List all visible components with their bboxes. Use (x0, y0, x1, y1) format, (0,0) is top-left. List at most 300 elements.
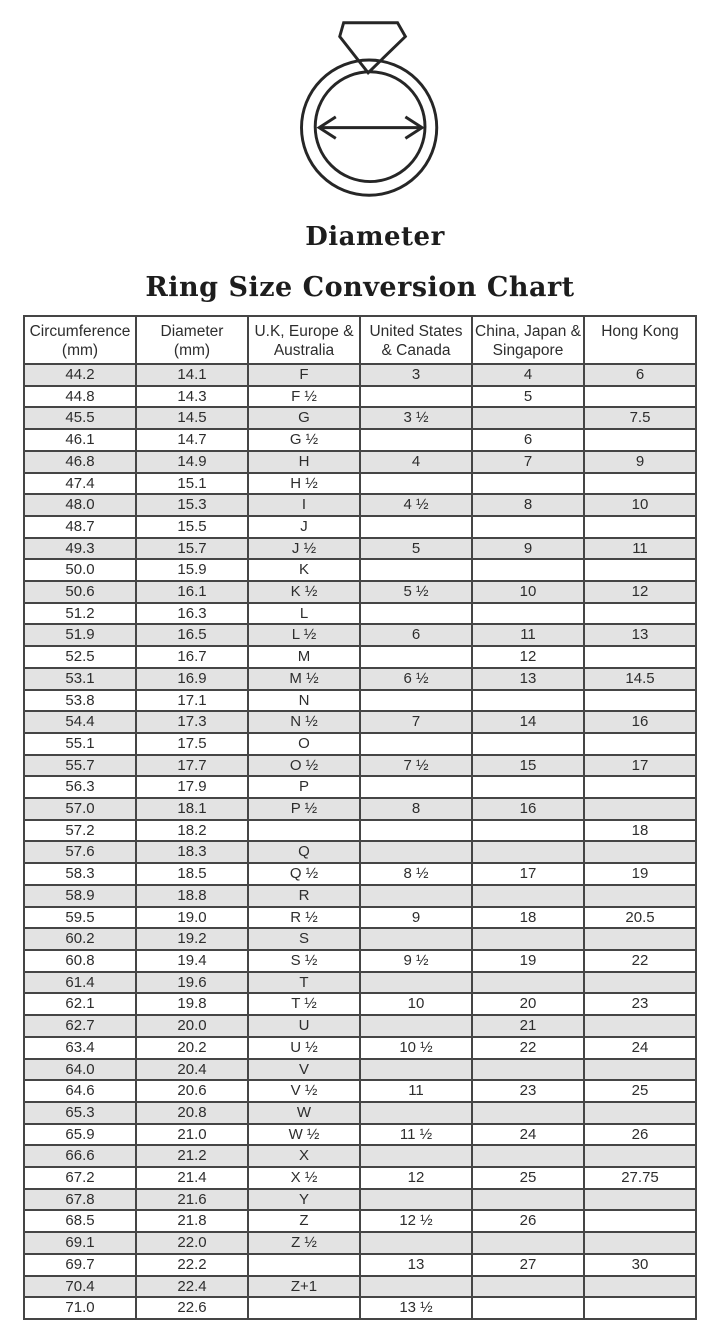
table-cell: 58.3 (24, 863, 136, 885)
table-cell: 13 (360, 1254, 472, 1276)
table-cell (360, 733, 472, 755)
table-cell: U (248, 1015, 360, 1037)
table-cell: M (248, 646, 360, 668)
table-cell: 14.7 (136, 429, 248, 451)
table-cell (472, 603, 584, 625)
column-header-diameter-mm (136, 316, 248, 364)
table-cell: S (248, 928, 360, 950)
table-cell: 15.7 (136, 538, 248, 560)
table-cell: 18.5 (136, 863, 248, 885)
table-cell: 70.4 (24, 1276, 136, 1298)
table-cell (584, 386, 696, 408)
table-cell: 15.5 (136, 516, 248, 538)
table-row (24, 364, 696, 386)
table-cell: 13 ½ (360, 1297, 472, 1319)
table-cell: 15 (472, 755, 584, 777)
table-row (24, 776, 696, 798)
table-row (24, 820, 696, 842)
table-cell (472, 1297, 584, 1319)
table-cell (584, 1145, 696, 1167)
table-cell (584, 972, 696, 994)
table-row (24, 798, 696, 820)
table-cell (472, 559, 584, 581)
table-cell: L (248, 603, 360, 625)
table-cell: P ½ (248, 798, 360, 820)
table-cell (584, 1102, 696, 1124)
table-cell (360, 1145, 472, 1167)
table-cell: 5 ½ (360, 581, 472, 603)
table-cell: 17 (472, 863, 584, 885)
table-cell (472, 776, 584, 798)
table-cell: 22.4 (136, 1276, 248, 1298)
table-cell: 22 (584, 950, 696, 972)
table-row (24, 1232, 696, 1254)
table-cell (248, 1297, 360, 1319)
table-cell (248, 1254, 360, 1276)
table-row (24, 603, 696, 625)
table-cell: O ½ (248, 755, 360, 777)
table-cell: 69.7 (24, 1254, 136, 1276)
table-cell: 18 (472, 907, 584, 929)
table-cell: 21.4 (136, 1167, 248, 1189)
table-cell: 11 ½ (360, 1124, 472, 1146)
table-row (24, 581, 696, 603)
table-cell (472, 820, 584, 842)
table-row (24, 473, 696, 495)
table-cell: M ½ (248, 668, 360, 690)
table-cell: 17 (584, 755, 696, 777)
header-line: & Canada (381, 342, 451, 359)
table-cell: Z+1 (248, 1276, 360, 1298)
table-cell: 51.2 (24, 603, 136, 625)
table-cell: 7 ½ (360, 755, 472, 777)
table-cell: 50.6 (24, 581, 136, 603)
table-cell: 19 (584, 863, 696, 885)
table-cell: 62.7 (24, 1015, 136, 1037)
table-row (24, 1276, 696, 1298)
table-row (24, 863, 696, 885)
table-row (24, 494, 696, 516)
table-cell (360, 646, 472, 668)
table-cell: 5 (360, 538, 472, 560)
table-row (24, 1254, 696, 1276)
table-cell (248, 820, 360, 842)
table-cell: 10 (584, 494, 696, 516)
table-cell: 9 ½ (360, 950, 472, 972)
table-cell: 6 (472, 429, 584, 451)
table-cell: 22.0 (136, 1232, 248, 1254)
table-row (24, 1037, 696, 1059)
table-cell: U ½ (248, 1037, 360, 1059)
table-cell: K ½ (248, 581, 360, 603)
table-cell: N (248, 690, 360, 712)
table-cell: 3 (360, 364, 472, 386)
table-cell (472, 1145, 584, 1167)
table-cell: 45.5 (24, 407, 136, 429)
table-cell (360, 1232, 472, 1254)
table-cell: G (248, 407, 360, 429)
table-cell: T (248, 972, 360, 994)
table-cell (472, 473, 584, 495)
table-cell: 21.0 (136, 1124, 248, 1146)
table-row (24, 1145, 696, 1167)
diameter-caption: Diameter (305, 222, 445, 252)
table-cell (584, 1015, 696, 1037)
table-cell (472, 1102, 584, 1124)
table-cell: 48.0 (24, 494, 136, 516)
table-row (24, 690, 696, 712)
table-cell: 19.4 (136, 950, 248, 972)
table-cell (360, 516, 472, 538)
table-cell: 53.8 (24, 690, 136, 712)
table-cell: 20.0 (136, 1015, 248, 1037)
table-cell: 17.3 (136, 711, 248, 733)
table-row (24, 1189, 696, 1211)
table-row (24, 928, 696, 950)
table-cell: 71.0 (24, 1297, 136, 1319)
table-cell: P (248, 776, 360, 798)
table-cell: 64.6 (24, 1080, 136, 1102)
table-cell: 68.5 (24, 1210, 136, 1232)
table-row (24, 646, 696, 668)
table-cell: 44.2 (24, 364, 136, 386)
table-cell (360, 690, 472, 712)
table-cell (360, 776, 472, 798)
table-cell: 16.7 (136, 646, 248, 668)
table-cell: 52.5 (24, 646, 136, 668)
table-cell: 11 (584, 538, 696, 560)
table-cell: 69.1 (24, 1232, 136, 1254)
table-cell: 48.7 (24, 516, 136, 538)
table-cell: S ½ (248, 950, 360, 972)
table-cell: 10 ½ (360, 1037, 472, 1059)
table-row (24, 1210, 696, 1232)
table-cell: 15.1 (136, 473, 248, 495)
header-line: (mm) (61, 342, 99, 359)
table-cell: 25 (472, 1167, 584, 1189)
table-cell: 44.8 (24, 386, 136, 408)
table-cell: O (248, 733, 360, 755)
table-cell: 57.0 (24, 798, 136, 820)
table-cell: Z (248, 1210, 360, 1232)
table-cell: 30 (584, 1254, 696, 1276)
table-row (24, 733, 696, 755)
table-cell: 13 (584, 624, 696, 646)
table-cell (360, 972, 472, 994)
table-cell: 15.9 (136, 559, 248, 581)
table-cell (584, 841, 696, 863)
table-cell: 61.4 (24, 972, 136, 994)
table-cell (360, 1276, 472, 1298)
table-cell: 10 (360, 993, 472, 1015)
table-cell: R ½ (248, 907, 360, 929)
ring-diamond-icon (277, 12, 473, 208)
table-cell: Q ½ (248, 863, 360, 885)
table-cell: 66.6 (24, 1145, 136, 1167)
table-cell: 9 (584, 451, 696, 473)
table-cell: 14 (472, 711, 584, 733)
table-cell (472, 928, 584, 950)
table-cell (584, 516, 696, 538)
table-cell: 9 (472, 538, 584, 560)
table-cell: 8 (360, 798, 472, 820)
table-row (24, 711, 696, 733)
table-cell: 18.1 (136, 798, 248, 820)
table-cell: 18.8 (136, 885, 248, 907)
table-cell: L ½ (248, 624, 360, 646)
table-cell: G ½ (248, 429, 360, 451)
table-cell (472, 972, 584, 994)
table-row (24, 841, 696, 863)
header-line: Diameter (160, 323, 224, 340)
table-row (24, 907, 696, 929)
table-cell (360, 1015, 472, 1037)
table-cell: N ½ (248, 711, 360, 733)
table-cell: F ½ (248, 386, 360, 408)
table-cell: 55.7 (24, 755, 136, 777)
table-cell (472, 733, 584, 755)
header-line: Australia (273, 342, 335, 359)
table-cell: 19.6 (136, 972, 248, 994)
table-row (24, 972, 696, 994)
table-cell: 20 (472, 993, 584, 1015)
table-cell (360, 841, 472, 863)
table-cell: X (248, 1145, 360, 1167)
table-cell (584, 603, 696, 625)
table-cell: 6 ½ (360, 668, 472, 690)
table-cell (360, 386, 472, 408)
ring-illustration (0, 0, 720, 252)
table-cell: 14.5 (136, 407, 248, 429)
column-header-hong-kong (584, 316, 696, 364)
table-cell: Z ½ (248, 1232, 360, 1254)
table-cell: 58.9 (24, 885, 136, 907)
table-cell (472, 516, 584, 538)
table-cell (584, 1210, 696, 1232)
table-row (24, 885, 696, 907)
table-cell (472, 841, 584, 863)
table-cell (360, 1102, 472, 1124)
table-cell (360, 559, 472, 581)
table-cell: 63.4 (24, 1037, 136, 1059)
table-cell: 20.6 (136, 1080, 248, 1102)
table-header-row (24, 316, 696, 364)
table-cell (584, 1297, 696, 1319)
table-cell: 6 (360, 624, 472, 646)
table-cell: W (248, 1102, 360, 1124)
table-row (24, 1102, 696, 1124)
table-cell: J (248, 516, 360, 538)
table-cell: 20.5 (584, 907, 696, 929)
table-cell: 5 (472, 386, 584, 408)
table-row (24, 755, 696, 777)
table-cell (584, 1059, 696, 1081)
table-cell: 18.3 (136, 841, 248, 863)
table-cell: 13 (472, 668, 584, 690)
table-cell: 10 (472, 581, 584, 603)
table-row (24, 1167, 696, 1189)
table-cell: F (248, 364, 360, 386)
table-cell: 57.6 (24, 841, 136, 863)
table-cell: 19.2 (136, 928, 248, 950)
table-cell: 12 (584, 581, 696, 603)
table-row (24, 993, 696, 1015)
table-cell: 20.2 (136, 1037, 248, 1059)
table-cell (584, 429, 696, 451)
table-cell: 54.4 (24, 711, 136, 733)
table-cell: 19.0 (136, 907, 248, 929)
table-cell: 3 ½ (360, 407, 472, 429)
table-cell: 65.9 (24, 1124, 136, 1146)
column-header-china-japan-singapore (472, 316, 584, 364)
header-line: Hong Kong (601, 323, 679, 340)
table-cell: W ½ (248, 1124, 360, 1146)
table-cell: 18.2 (136, 820, 248, 842)
table-cell: 21.8 (136, 1210, 248, 1232)
table-cell: 16.5 (136, 624, 248, 646)
table-row (24, 559, 696, 581)
table-cell: H (248, 451, 360, 473)
table-cell: 23 (584, 993, 696, 1015)
table-cell: 4 (472, 364, 584, 386)
table-cell (472, 885, 584, 907)
table-cell: 8 ½ (360, 863, 472, 885)
table-cell: 7 (360, 711, 472, 733)
table-cell (584, 1232, 696, 1254)
table-row (24, 668, 696, 690)
diameter-arrow-icon (319, 117, 422, 139)
table-cell: Y (248, 1189, 360, 1211)
table-cell (584, 776, 696, 798)
table-cell (472, 1276, 584, 1298)
table-row (24, 451, 696, 473)
table-cell: 19 (472, 950, 584, 972)
table-cell (584, 1276, 696, 1298)
table-cell: 22 (472, 1037, 584, 1059)
table-cell (472, 1189, 584, 1211)
table-cell: 46.1 (24, 429, 136, 451)
table-cell: 4 (360, 451, 472, 473)
table-cell: 22.2 (136, 1254, 248, 1276)
table-cell: 11 (360, 1080, 472, 1102)
table-cell: 27.75 (584, 1167, 696, 1189)
table-cell: 67.8 (24, 1189, 136, 1211)
table-cell: 16 (472, 798, 584, 820)
table-row (24, 386, 696, 408)
table-cell: 53.1 (24, 668, 136, 690)
table-cell: 7.5 (584, 407, 696, 429)
header-line: United States (369, 323, 463, 340)
table-cell: T ½ (248, 993, 360, 1015)
table-cell: H ½ (248, 473, 360, 495)
table-cell (472, 1059, 584, 1081)
table-cell: K (248, 559, 360, 581)
table-cell: 59.5 (24, 907, 136, 929)
table-cell: 17.7 (136, 755, 248, 777)
table-row (24, 429, 696, 451)
header-line: Circumference (29, 323, 131, 340)
table-cell: J ½ (248, 538, 360, 560)
table-cell: Q (248, 841, 360, 863)
table-cell: 16.1 (136, 581, 248, 603)
table-cell: X ½ (248, 1167, 360, 1189)
table-cell (584, 885, 696, 907)
table-cell: 24 (472, 1124, 584, 1146)
table-row (24, 1297, 696, 1319)
table-cell: I (248, 494, 360, 516)
table-row (24, 950, 696, 972)
table-cell: 18 (584, 820, 696, 842)
table-cell (360, 1189, 472, 1211)
header-line: Singapore (492, 342, 564, 359)
column-header-circumference-mm (24, 316, 136, 364)
table-cell: 21.6 (136, 1189, 248, 1211)
table-cell: 11 (472, 624, 584, 646)
table-cell (584, 646, 696, 668)
table-cell: 14.9 (136, 451, 248, 473)
table-cell (584, 928, 696, 950)
table-cell: 22.6 (136, 1297, 248, 1319)
column-header-united-states-canada (360, 316, 472, 364)
table-cell: R (248, 885, 360, 907)
table-cell: V ½ (248, 1080, 360, 1102)
table-row (24, 624, 696, 646)
table-row (24, 1015, 696, 1037)
table-cell: 7 (472, 451, 584, 473)
table-cell: 4 ½ (360, 494, 472, 516)
header-line: U.K, Europe & (254, 323, 354, 340)
header-line: (mm) (173, 342, 211, 359)
table-cell: 25 (584, 1080, 696, 1102)
table-cell: 51.9 (24, 624, 136, 646)
table-cell: 55.1 (24, 733, 136, 755)
table-cell (584, 1189, 696, 1211)
table-cell: 47.4 (24, 473, 136, 495)
table-cell: 62.1 (24, 993, 136, 1015)
table-cell (584, 798, 696, 820)
table-cell: 14.5 (584, 668, 696, 690)
table-cell: 17.5 (136, 733, 248, 755)
table-cell: 56.3 (24, 776, 136, 798)
table-cell: 21.2 (136, 1145, 248, 1167)
table-cell: 15.3 (136, 494, 248, 516)
page-title: Ring Size Conversion Chart (145, 272, 575, 303)
table-cell: 12 (472, 646, 584, 668)
table-cell: 14.1 (136, 364, 248, 386)
table-row (24, 1059, 696, 1081)
table-cell: 9 (360, 907, 472, 929)
table-cell (472, 690, 584, 712)
table-cell (360, 928, 472, 950)
table-cell: 14.3 (136, 386, 248, 408)
header-line: China, Japan & (475, 323, 581, 340)
table-cell: 26 (584, 1124, 696, 1146)
table-cell: 21 (472, 1015, 584, 1037)
table-cell: 20.8 (136, 1102, 248, 1124)
table-cell: 46.8 (24, 451, 136, 473)
table-row (24, 538, 696, 560)
table-cell (360, 603, 472, 625)
table-cell (584, 733, 696, 755)
table-cell: 50.0 (24, 559, 136, 581)
table-cell: 19.8 (136, 993, 248, 1015)
table-cell: 12 ½ (360, 1210, 472, 1232)
table-cell: 57.2 (24, 820, 136, 842)
ring-size-conversion-table (23, 315, 697, 1320)
table-cell (360, 885, 472, 907)
table-cell: V (248, 1059, 360, 1081)
table-cell: 64.0 (24, 1059, 136, 1081)
